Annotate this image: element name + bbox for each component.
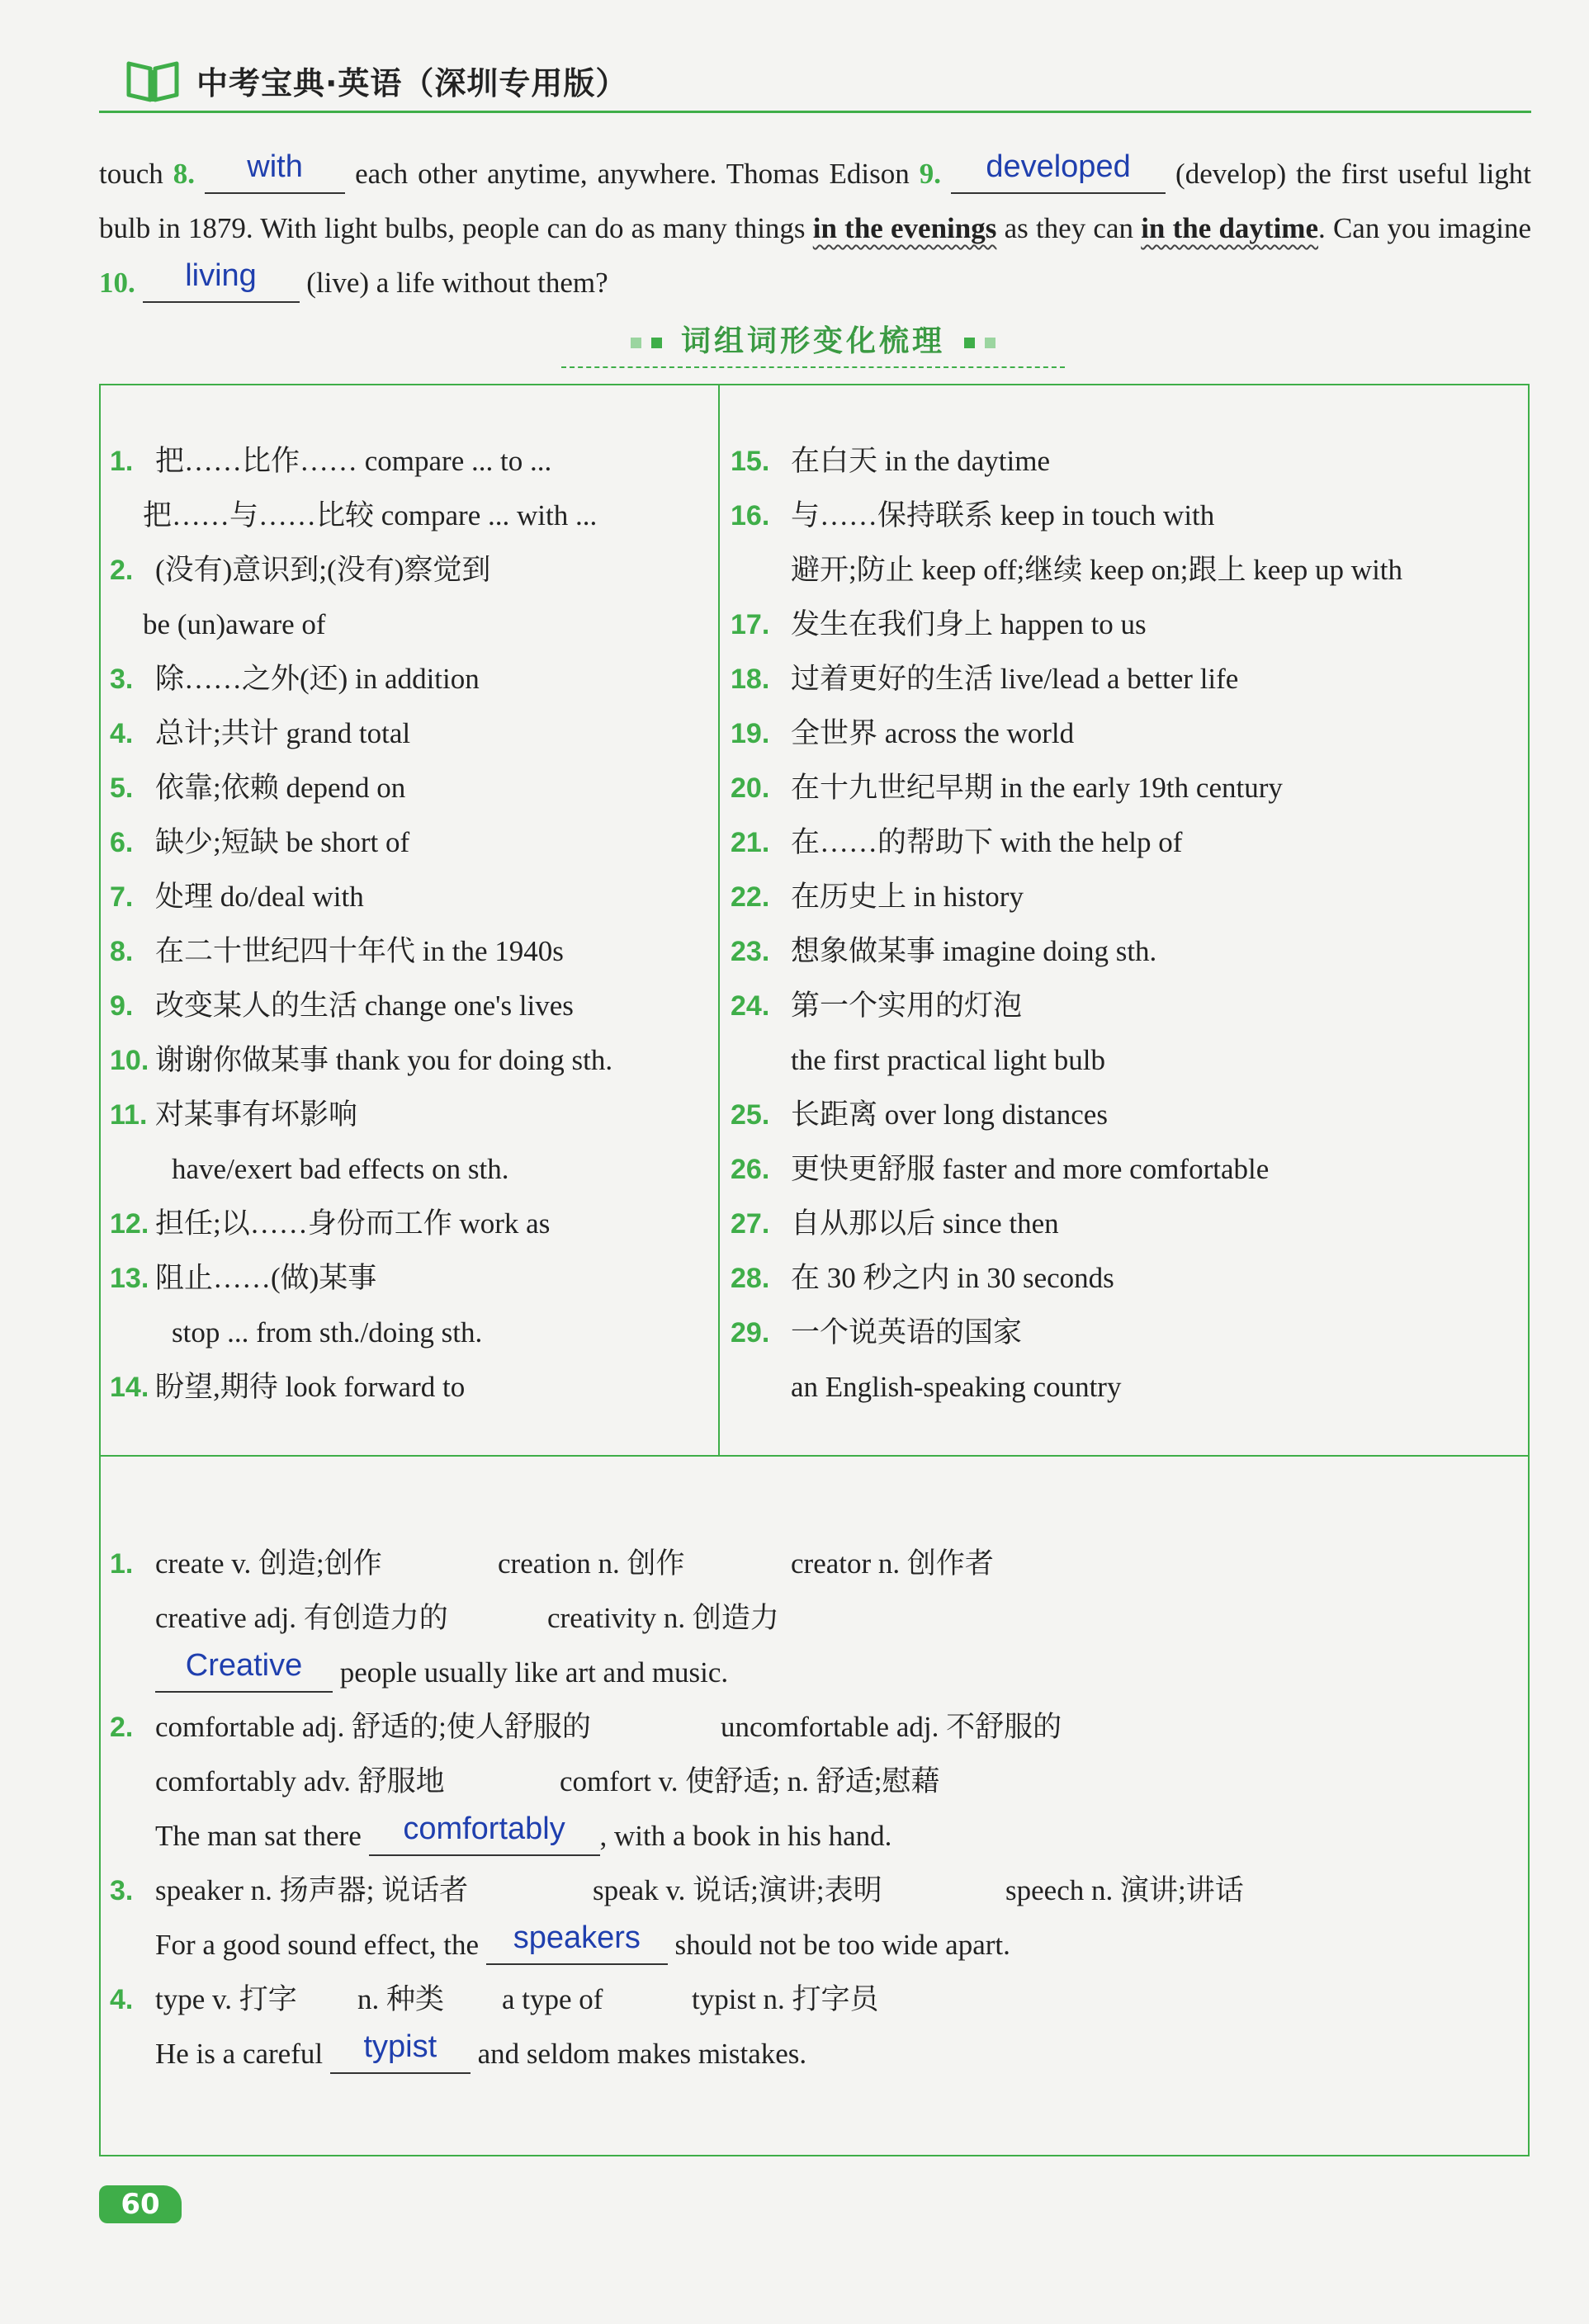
answer-blank — [330, 2029, 471, 2074]
answer-text: comfortably — [403, 1811, 565, 1846]
question-number: 8. — [173, 158, 196, 190]
answer-blank — [951, 149, 1166, 194]
item-number: 2. — [110, 1712, 134, 1743]
answer-blank — [369, 1811, 600, 1856]
phrase-number: 1. — [110, 446, 134, 477]
phrase-text: 一个说英语的国家 — [791, 1316, 1023, 1349]
phrase-item — [110, 706, 612, 761]
phrase-number: 19. — [731, 718, 770, 749]
phrase-number: 24. — [731, 990, 770, 1022]
phrase-number: 28. — [731, 1263, 770, 1294]
form-line: creative adj. 有创造力的 creativity n. 创造力 — [155, 1602, 779, 1634]
phrase-item — [110, 1033, 612, 1088]
phrase-number: 2. — [110, 555, 134, 586]
phrase-number: 11. — [110, 1099, 148, 1131]
phrase-item — [110, 1088, 612, 1142]
phrase-number: 9. — [110, 990, 134, 1022]
phrase-number: 3. — [110, 664, 134, 695]
phrase-text: 自从那以后 since then — [791, 1207, 1059, 1240]
phrase-item — [731, 1088, 1402, 1142]
phrase-text: have/exert bad effects on sth. — [172, 1153, 509, 1185]
example-sentence: For a good sound effect, the speakers should not be too wide apart. — [110, 1918, 1244, 1972]
emphasis-phrase: in the daytime — [1141, 212, 1318, 244]
form-line: comfortably adv. 舒服地 comfort v. 使舒适; n. 舒适;慰藉 — [155, 1765, 940, 1797]
phrases-right-column — [731, 434, 1402, 1415]
phrase-item — [731, 434, 1402, 489]
phrase-text: 担任;以……身份而工作 work as — [155, 1207, 551, 1240]
phrase-text: stop ... from sth./doing sth. — [172, 1316, 483, 1349]
item-number: 3. — [110, 1875, 134, 1906]
phrase-number: 15. — [731, 446, 770, 477]
phrase-text: 谢谢你做某事 thank you for doing sth. — [155, 1044, 613, 1076]
example-sentence: Creative people usually like art and music. — [110, 1646, 1244, 1700]
phrase-item — [110, 598, 612, 652]
answer-text: developed — [986, 149, 1131, 184]
item-number: 1. — [110, 1548, 134, 1580]
phrase-text: 在白天 in the daytime — [791, 445, 1050, 477]
phrase-number: 23. — [731, 936, 770, 967]
phrase-item — [731, 1251, 1402, 1306]
form-line: 2. comfortable adj. 舒适的;使人舒服的 uncomfortable adj. 不舒服的 — [110, 1700, 1244, 1755]
phrase-number: 20. — [731, 772, 770, 804]
phrase-text: 盼望,期待 look forward to — [155, 1371, 466, 1403]
phrase-number: 26. — [731, 1154, 770, 1185]
phrase-item — [731, 706, 1402, 761]
column-divider — [718, 384, 720, 1457]
phrase-item — [110, 543, 612, 598]
answer-text: living — [185, 258, 257, 293]
phrase-text: 总计;共计 grand total — [155, 717, 411, 749]
phrase-item — [731, 815, 1402, 870]
phrase-number: 7. — [110, 881, 134, 913]
answer-text: speakers — [513, 1920, 641, 1955]
phrase-item — [110, 1251, 612, 1306]
square-bullet-icon — [964, 338, 975, 348]
phrase-item — [731, 870, 1402, 924]
section-title: 词组词形变化梳理 — [561, 318, 1065, 368]
phrase-text: an English-speaking country — [791, 1371, 1122, 1403]
phrase-item — [110, 870, 612, 924]
question-number: 10. — [99, 267, 135, 299]
phrase-item — [731, 1033, 1402, 1088]
phrase-item — [731, 979, 1402, 1033]
phrase-number: 17. — [731, 609, 770, 640]
header-rule — [99, 111, 1531, 113]
phrase-item — [110, 761, 612, 815]
phrase-text: 在历史上 in history — [791, 881, 1024, 913]
book-icon — [124, 55, 182, 105]
phrase-text: 过着更好的生活 live/lead a better life — [791, 663, 1239, 695]
phrase-text: 依靠;依赖 depend on — [155, 772, 406, 804]
phrase-text: 把……比作…… compare ... to ... — [155, 445, 552, 477]
phrase-text: 在……的帮助下 with the help of — [791, 826, 1183, 858]
phrase-item — [731, 543, 1402, 598]
phrase-number: 8. — [110, 936, 134, 967]
page-number: 60 — [99, 2185, 182, 2223]
intro-paragraph: touch 8. with each other anytime, anywhere. Thomas Edison 9. developed (develop) the first useful light bulb in 1879. With light bulbs, people can do as many things in the evenings as they can in the daytime. Can you imagine 10. living (live) a life without them? — [99, 147, 1531, 310]
phrase-item — [731, 761, 1402, 815]
phrase-number: 29. — [731, 1317, 770, 1349]
phrase-text: 把……与……比较 compare ... with ... — [143, 499, 598, 531]
item-number: 4. — [110, 1984, 134, 2015]
phrase-number: 12. — [110, 1208, 149, 1240]
phrase-text: 在 30 秒之内 in 30 seconds — [791, 1262, 1114, 1294]
square-bullet-icon — [985, 338, 995, 348]
answer-blank — [155, 1648, 333, 1693]
phrase-text: 缺少;短缺 be short of — [155, 826, 410, 858]
answer-blank — [205, 149, 345, 194]
phrase-item — [731, 598, 1402, 652]
form-line: 4. type v. 打字 n. 种类 a type of typist n. 打字员 — [110, 1972, 1244, 2027]
form-line: 3. speaker n. 扬声器; 说话者 speak v. 说话;演讲;表明 speech n. 演讲;讲话 — [110, 1863, 1244, 1918]
example-sentence: The man sat there comfortably , with a book in his hand. — [110, 1809, 1244, 1863]
phrase-item — [731, 1197, 1402, 1251]
phrase-number: 21. — [731, 827, 770, 858]
phrase-item — [110, 652, 612, 706]
phrase-item — [110, 1306, 612, 1360]
emphasis-phrase: in the evenings — [812, 212, 997, 244]
phrase-item — [731, 489, 1402, 543]
phrase-text: 处理 do/deal with — [155, 881, 364, 913]
phrase-item — [731, 1360, 1402, 1415]
square-bullet-icon — [651, 338, 662, 348]
phrase-text: 长距离 over long distances — [791, 1098, 1108, 1131]
word-forms — [110, 1537, 1244, 2081]
phrase-text: 对某事有坏影响 — [155, 1098, 358, 1131]
phrase-item — [110, 434, 612, 489]
phrase-text: 除……之外(还) in addition — [155, 663, 480, 695]
phrase-text: 第一个实用的灯泡 — [791, 990, 1023, 1022]
phrase-item — [731, 652, 1402, 706]
phrase-number: 22. — [731, 881, 770, 913]
phrase-item — [110, 924, 612, 979]
form-line: 1. create v. 创造;创作 creation n. 创作 creator n. 创作者 — [110, 1537, 1244, 1591]
phrase-number: 10. — [110, 1045, 149, 1076]
phrase-number: 27. — [731, 1208, 770, 1240]
phrase-text: 避开;防止 keep off;继续 keep on;跟上 keep up with — [791, 554, 1403, 586]
question-number: 9. — [919, 158, 942, 190]
phrase-text: 更快更舒服 faster and more comfortable — [791, 1153, 1270, 1185]
phrase-text: 发生在我们身上 happen to us — [791, 608, 1147, 640]
header-title: 中考宝典·英语（深圳专用版） — [196, 64, 628, 102]
phrase-item — [110, 1197, 612, 1251]
phrase-number: 16. — [731, 500, 770, 531]
phrase-item — [110, 489, 612, 543]
answer-blank — [486, 1920, 668, 1965]
answer-text: with — [247, 149, 303, 184]
phrase-number: 25. — [731, 1099, 770, 1131]
header — [124, 51, 627, 109]
phrase-item — [731, 1306, 1402, 1360]
phrase-item — [110, 815, 612, 870]
phrase-text: be (un)aware of — [143, 608, 326, 640]
phrase-number: 5. — [110, 772, 134, 804]
phrase-text: 在二十世纪四十年代 in the 1940s — [155, 935, 564, 967]
phrase-number: 6. — [110, 827, 134, 858]
phrase-item — [110, 1142, 612, 1197]
phrase-text: 想象做某事 imagine doing sth. — [791, 935, 1157, 967]
phrase-text: 在十九世纪早期 in the early 19th century — [791, 772, 1283, 804]
phrase-number: 14. — [110, 1372, 149, 1403]
answer-blank — [143, 258, 300, 303]
phrase-number: 4. — [110, 718, 134, 749]
phrase-item — [110, 1360, 612, 1415]
phrase-text: 改变某人的生活 change one's lives — [155, 990, 574, 1022]
phrase-text: 与……保持联系 keep in touch with — [791, 499, 1215, 531]
phrase-item — [110, 979, 612, 1033]
phrase-text: the first practical light bulb — [791, 1044, 1106, 1076]
phrase-item — [731, 924, 1402, 979]
phrases-left-column — [110, 434, 612, 1415]
square-bullet-icon — [631, 338, 641, 348]
phrase-text: 全世界 across the world — [791, 717, 1075, 749]
answer-text: typist — [363, 2029, 437, 2064]
phrase-text: (没有)意识到;(没有)察觉到 — [155, 554, 491, 586]
phrase-text: 阻止……(做)某事 — [155, 1262, 377, 1294]
phrase-number: 13. — [110, 1263, 149, 1294]
phrase-number: 18. — [731, 664, 770, 695]
example-sentence: He is a careful typist and seldom makes mistakes. — [110, 2027, 1244, 2081]
answer-text: Creative — [185, 1648, 303, 1683]
phrase-item — [731, 1142, 1402, 1197]
